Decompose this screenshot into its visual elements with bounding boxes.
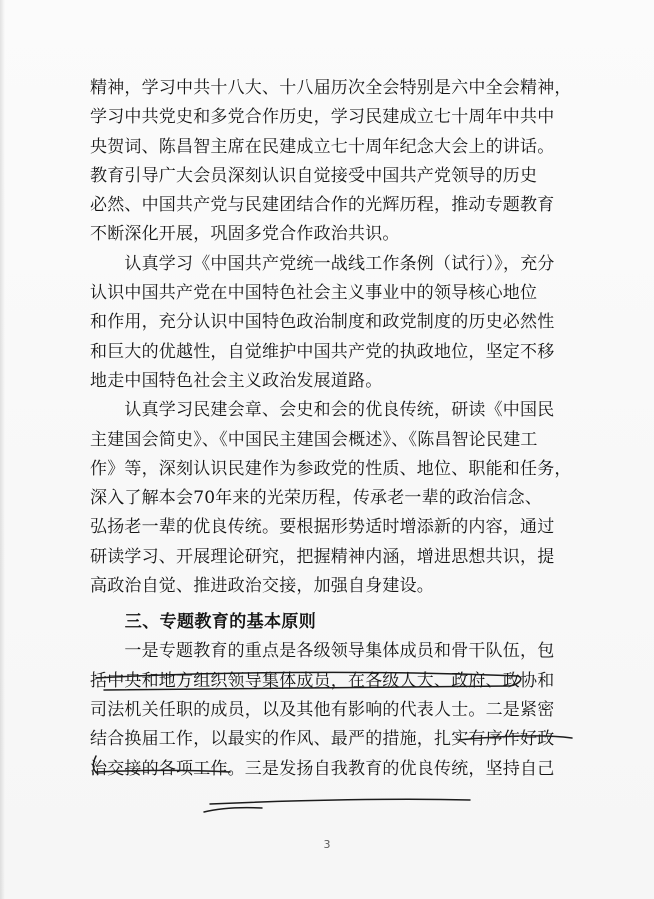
- paragraph-party-constitution-history: [90, 396, 580, 601]
- text-line: 认真学习民建会章、会史和会的优良传统，研读《中国民: [90, 400, 555, 421]
- text-line: 高政治自觉、推进政治交接，加强自身建设。: [90, 576, 434, 597]
- text-line: 治交接的各项工作。三是发扬自我教育的优良传统，坚持自己: [90, 758, 555, 779]
- text-line: 作》等，深刻认识民建作为参政党的性质、地位、职能和任务，: [90, 458, 572, 479]
- text-line: 司法机关任职的成员，以及其他有影响的代表人士。二是紧密: [90, 699, 555, 720]
- text-line: 研读学习、开展理论研究，把握精神内涵，增进思想共识，提: [90, 546, 555, 567]
- underline-mark: [204, 808, 262, 812]
- text-line: 弘扬老一辈的优良传统。要根据形势适时增添新的内容，通过: [90, 517, 555, 538]
- text-line: 括中央和地方组织领导集体成员，在各级人大、政府、政协和: [90, 670, 555, 691]
- scan-shadow-edge: [0, 0, 5, 899]
- text-line: 和巨大的优越性，自觉维护中国共产党的执政地位，坚定不移: [90, 341, 555, 362]
- text-line: 结合换届工作，以最实的作风、最严的措施，扎实有序作好政: [90, 729, 555, 750]
- text-line: 地走中国特色社会主义政治发展道路。: [90, 370, 383, 391]
- text-line: 必然、中国共产党与民建团结合作的光辉历程，推动专题教育: [90, 195, 555, 216]
- text-line: 学习中共党史和多党合作历史，学习民建成立七十周年中共中: [90, 107, 555, 128]
- section-heading: 三、专题教育的基本原则: [90, 612, 317, 633]
- text-line: 央贺词、陈昌智主席在民建成立七十周年纪念大会上的讲话。: [90, 136, 555, 157]
- underline-mark: [210, 799, 470, 804]
- text-line: 认识中国共产党在中国特色社会主义事业中的领导核心地位: [90, 283, 538, 304]
- page-number: 3: [323, 838, 331, 851]
- text-line: 不断深化开展，巩固多党合作政治共识。: [90, 224, 400, 245]
- text-line: 主建国会简史》、《中国民主建国会概述》、《陈昌智论民建工: [90, 429, 538, 450]
- text-line: 认真学习《中国共产党统一战线工作条例（试行）》，充分: [90, 253, 555, 274]
- text-line: 深入了解本会70年来的光荣历程，传承老一辈的政治信念、: [90, 488, 543, 509]
- paragraph-united-front-regulations: [90, 250, 580, 396]
- text-line: 精神，学习中共十八大、十八届历次全会特别是六中全会精神，: [90, 78, 572, 98]
- paragraph-basic-principles: [90, 637, 580, 783]
- document-body: [90, 74, 580, 784]
- text-line: 一是专题教育的重点是各级领导集体成员和骨干队伍，包: [90, 641, 555, 662]
- text-line: 教育引导广大会员深刻认识自觉接受中国共产党领导的历史: [90, 165, 538, 186]
- paragraph-study-spirit: [90, 74, 580, 250]
- text-line: 和作用，充分认识中国特色政治制度和政党制度的历史必然性: [90, 312, 555, 333]
